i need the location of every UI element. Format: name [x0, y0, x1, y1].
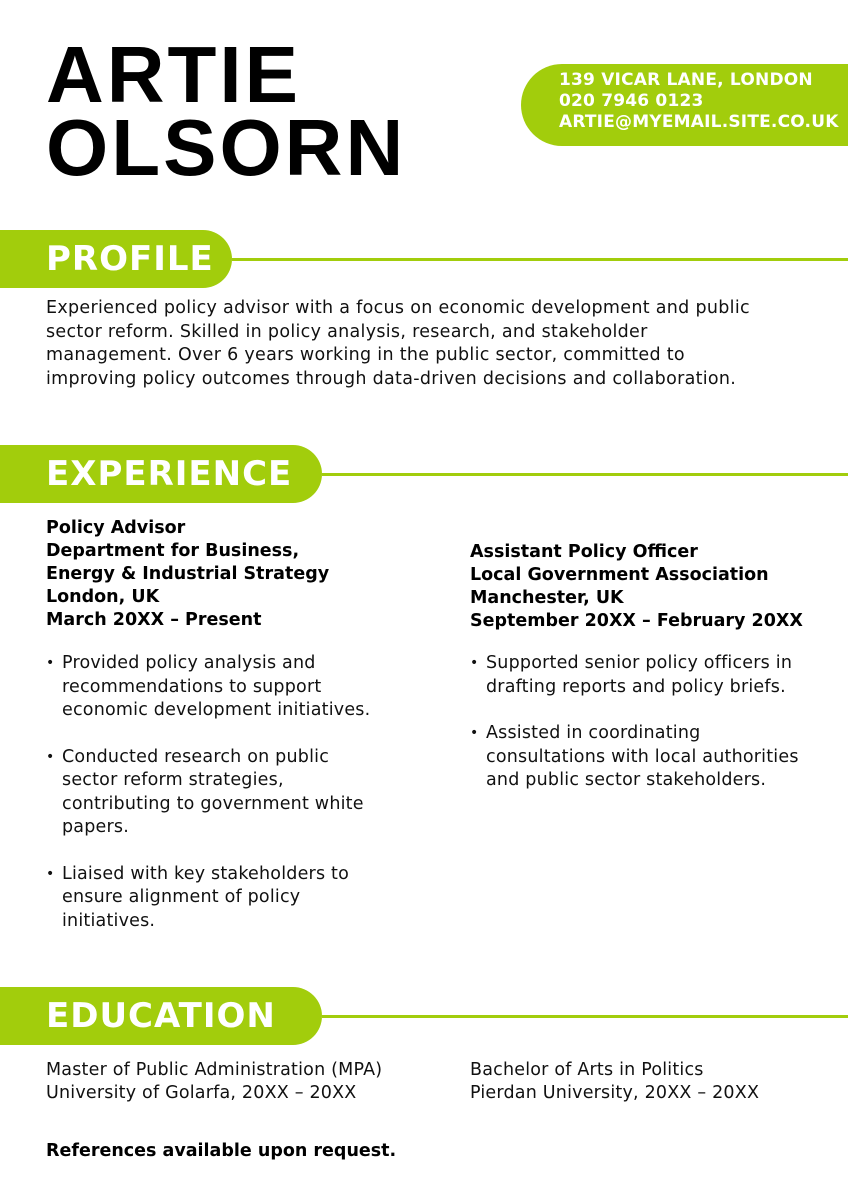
list-item: • Conducted research on public sector reform strategies, contributing to government white papers. [46, 746, 376, 840]
section-heading-profile: PROFILE [0, 230, 232, 288]
references-note: References available upon request. [46, 1141, 397, 1161]
job-2-responsibilities [470, 652, 810, 816]
section-divider-profile [232, 258, 848, 261]
job-dates: March 20XX – Present [46, 610, 262, 630]
job-dates: September 20XX – February 20XX [470, 611, 803, 631]
list-item: • Assisted in coordinating consultations with local authorities and public sector stakeholders. [470, 722, 810, 793]
profile-summary: Experienced policy advisor with a focus on economic development and public sector reform. Skilled in policy analysis, research, and stakeholder management. Over 6 years working in the public sector, committed to improving policy outcomes through data-driven decisions and collaboration. [46, 298, 750, 389]
job-title: Assistant Policy Officer [470, 542, 698, 562]
section-heading-experience: EXPERIENCE [0, 445, 322, 503]
contact-phone: 020 7946 0123 [559, 91, 704, 111]
first-name: ARTIE [46, 30, 301, 119]
list-item: • Supported senior policy officers in drafting reports and policy briefs. [470, 652, 810, 699]
job-organization-cont: Energy & Industrial Strategy [46, 564, 330, 584]
job-location: Manchester, UK [470, 588, 624, 608]
job-header-1 [46, 517, 329, 632]
degree: Bachelor of Arts in Politics [470, 1060, 704, 1080]
section-heading-education: EDUCATION [0, 987, 322, 1045]
education-entry-2 [470, 1059, 759, 1105]
job-organization: Department for Business, [46, 541, 300, 561]
school: University of Golarfa, 20XX – 20XX [46, 1083, 357, 1103]
list-item: • Liaised with key stakeholders to ensure alignment of policy initiatives. [46, 863, 376, 934]
contact-block [521, 64, 848, 146]
section-divider-education [322, 1015, 848, 1018]
job-location: London, UK [46, 587, 160, 607]
last-name: OLSORN [46, 103, 407, 192]
education-entry-1 [46, 1059, 382, 1105]
contact-email: ARTIE@MYEMAIL.SITE.CO.UK [559, 112, 839, 132]
job-1-responsibilities [46, 652, 376, 956]
school: Pierdan University, 20XX – 20XX [470, 1083, 760, 1103]
section-divider-experience [322, 473, 848, 476]
candidate-name [46, 30, 407, 192]
degree: Master of Public Administration (MPA) [46, 1060, 383, 1080]
job-header-2 [470, 541, 803, 633]
contact-address: 139 VICAR LANE, LONDON [559, 70, 813, 90]
job-title: Policy Advisor [46, 518, 186, 538]
job-organization: Local Government Association [470, 565, 769, 585]
list-item: • Provided policy analysis and recommendations to support economic development initiatives. [46, 652, 376, 723]
